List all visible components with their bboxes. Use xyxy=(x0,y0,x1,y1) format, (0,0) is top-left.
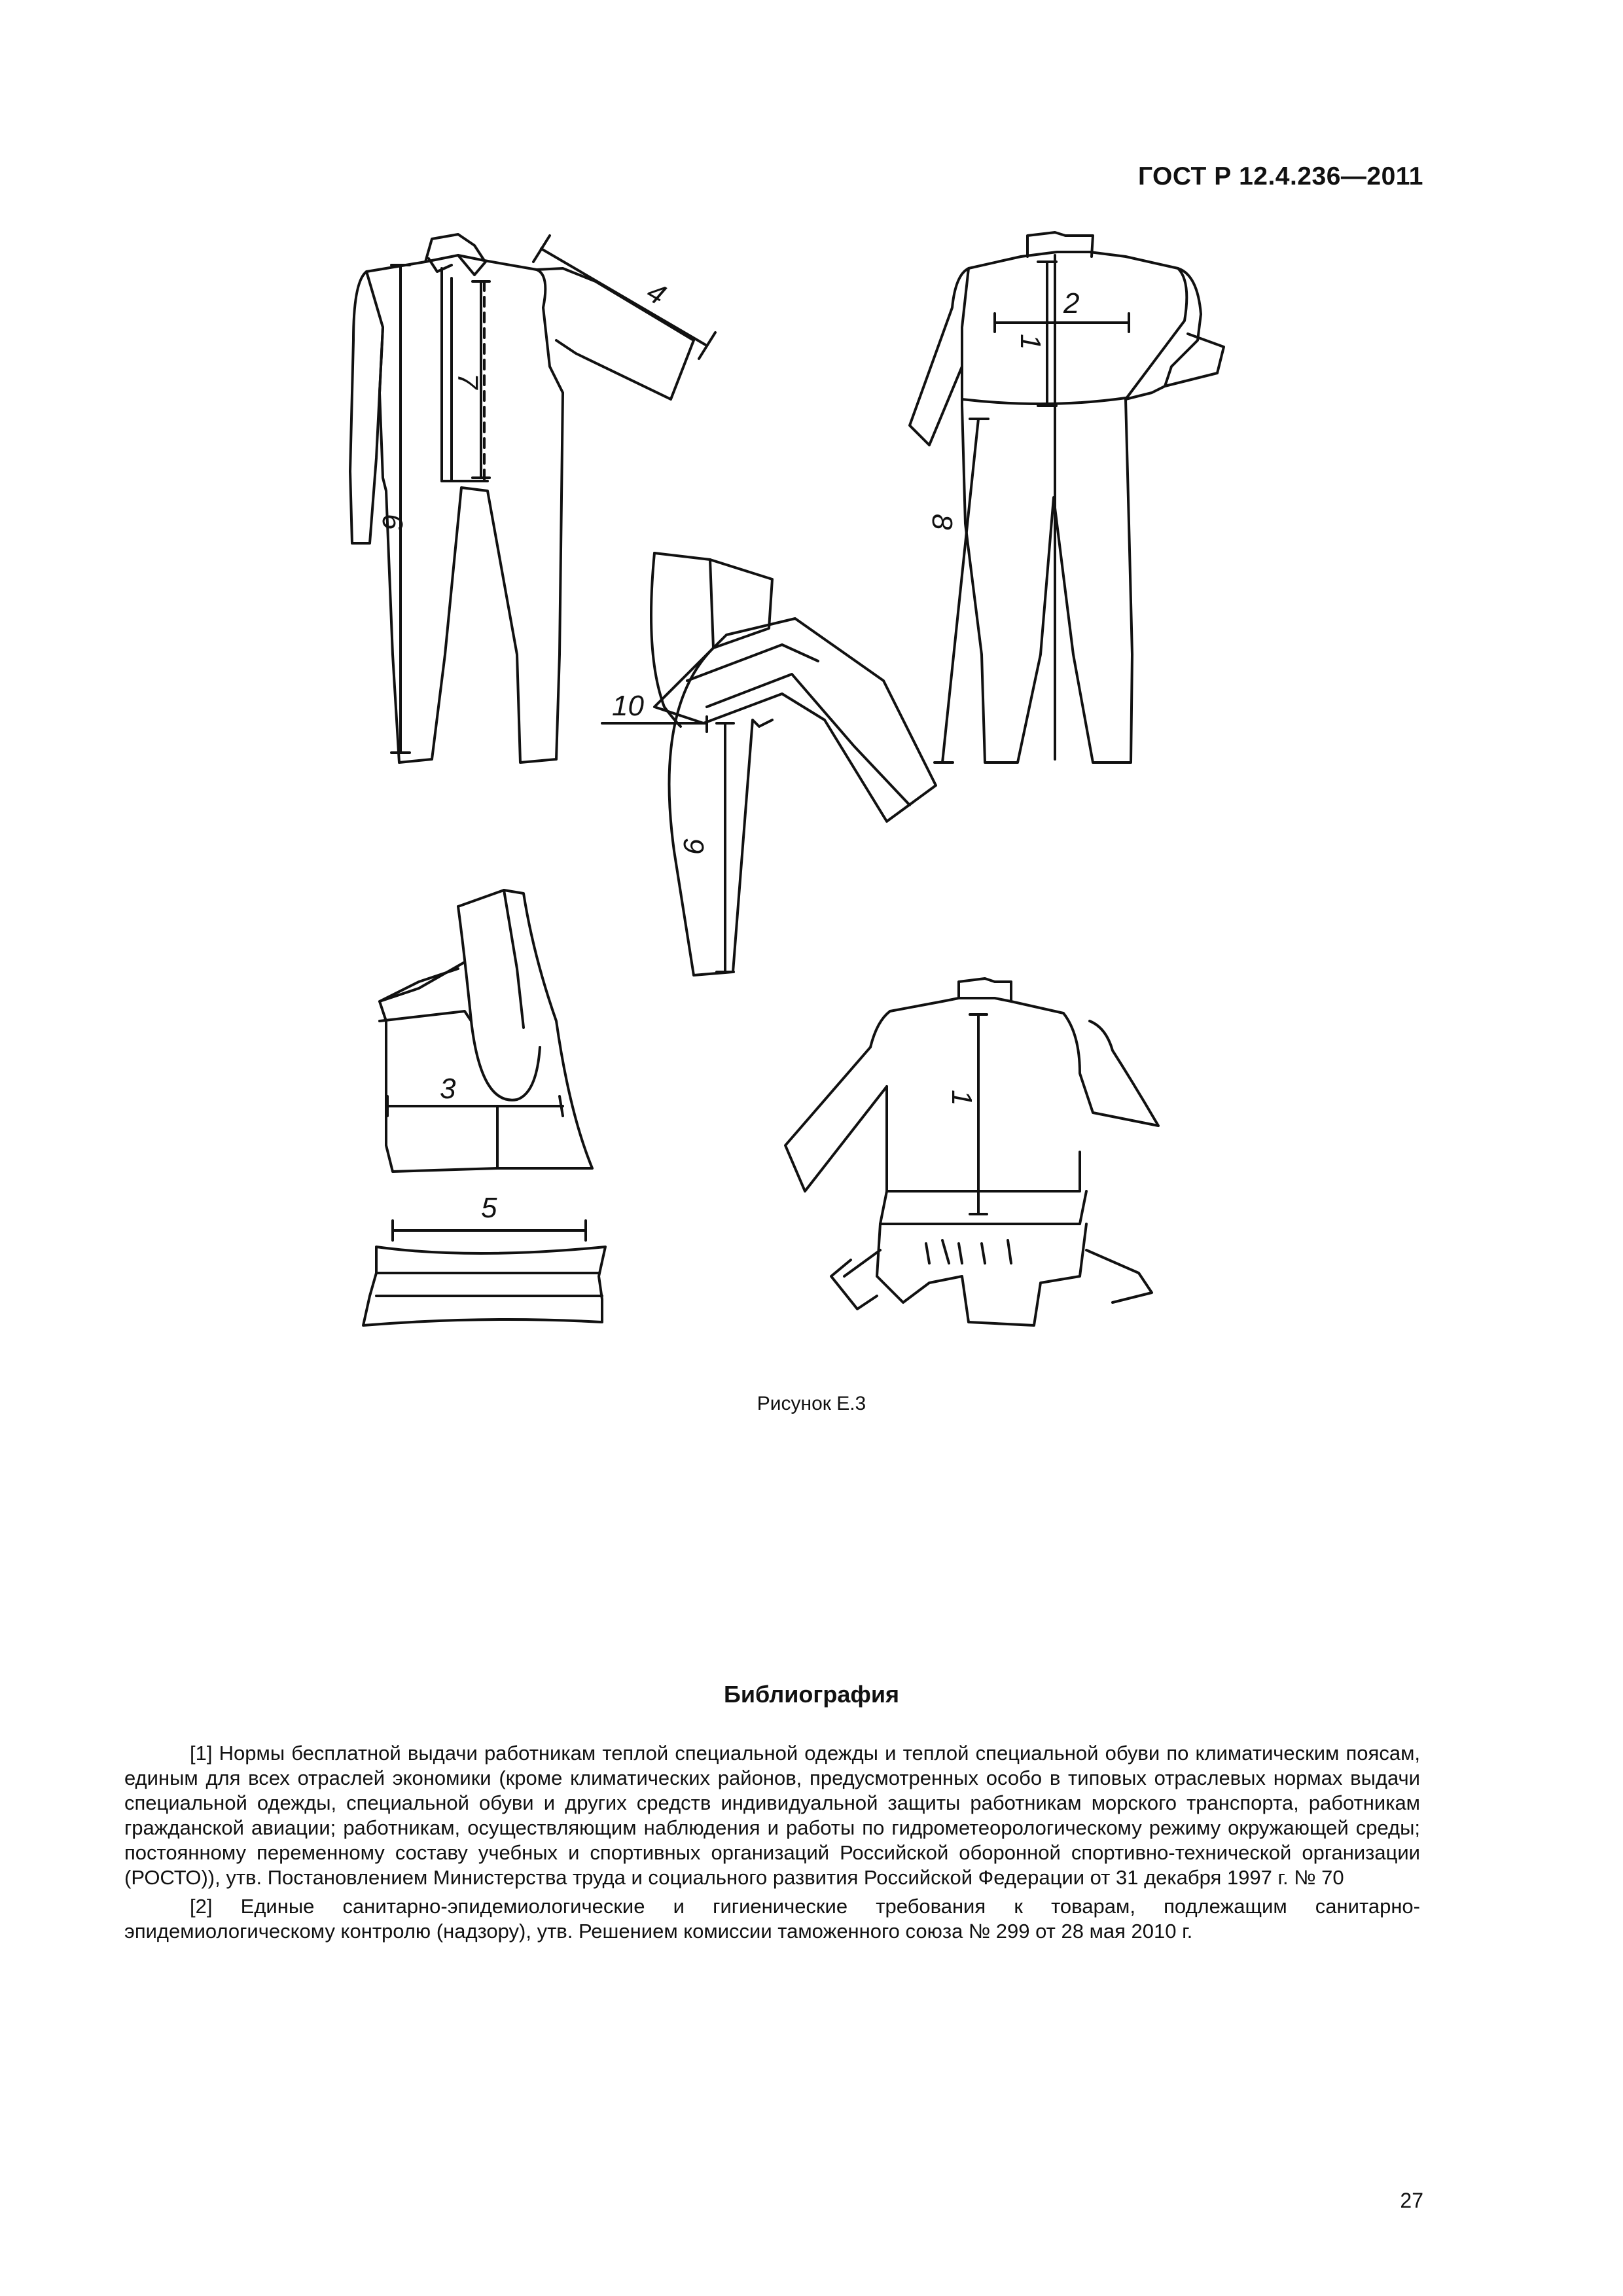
measure-label-6: 6 xyxy=(376,514,408,530)
measure-label-9: 9 xyxy=(677,838,709,854)
sleeve-detail xyxy=(602,553,936,975)
measure-label-4: 4 xyxy=(641,276,671,312)
bibliography-title: Библиография xyxy=(724,1681,899,1708)
measure-label-10: 10 xyxy=(612,690,644,722)
bibliography-entry: [2] Единые санитарно-эпидемиологические и гигиенические требования к товарам, подлежащим санитарно-эпидемиологическому контролю (надзору), утв. Решением комиссии таможенного союза № 299 от 28 мая 2010 г. xyxy=(124,1895,1420,1943)
jacket-back-detail xyxy=(785,978,1158,1325)
overall-front-view xyxy=(350,234,715,762)
document-code: ГОСТ Р 12.4.236—2011 xyxy=(1137,162,1423,190)
measure-label-1-jacket: 1 xyxy=(946,1090,978,1106)
figure-caption: Рисунок Е.3 xyxy=(757,1393,866,1414)
waistband-detail xyxy=(363,1192,605,1325)
bibliography-list xyxy=(124,1741,1420,1948)
measure-label-7: 7 xyxy=(452,373,484,389)
jacket-half-detail xyxy=(380,890,592,1172)
measure-label-3: 3 xyxy=(440,1073,456,1105)
bibliography-entry: [1] Нормы бесплатной выдачи работникам теплой специальной одежды и теплой специальной обуви по климатическим поясам, единым для всех отраслей экономики (кроме климатических районов, предусмотренных особо в типовых отраслевых нормах выдачи специальной одежды, специальной обуви и других средств индивидуальной защиты работникам морского транспорта, работникам гражданской авиации; работникам, осуществляющим наблюдения и работы по гидрометеорологическому режиму окружающей среды; постоянному переменному составу учебных и спортивных организаций Российской оборонной спортивно-технической организации (РОСТО)), утв. Постановлением Министерства труда и социального развития Российской Федерации от 31 декабря 1997 г. № 70 xyxy=(124,1742,1420,1889)
measure-label-1-back: 1 xyxy=(1014,334,1046,350)
page-number: 27 xyxy=(1400,2189,1423,2212)
measure-label-5: 5 xyxy=(481,1192,497,1224)
measure-label-2: 2 xyxy=(1063,287,1080,319)
overall-back-view xyxy=(910,232,1224,762)
measure-label-8: 8 xyxy=(926,514,958,530)
